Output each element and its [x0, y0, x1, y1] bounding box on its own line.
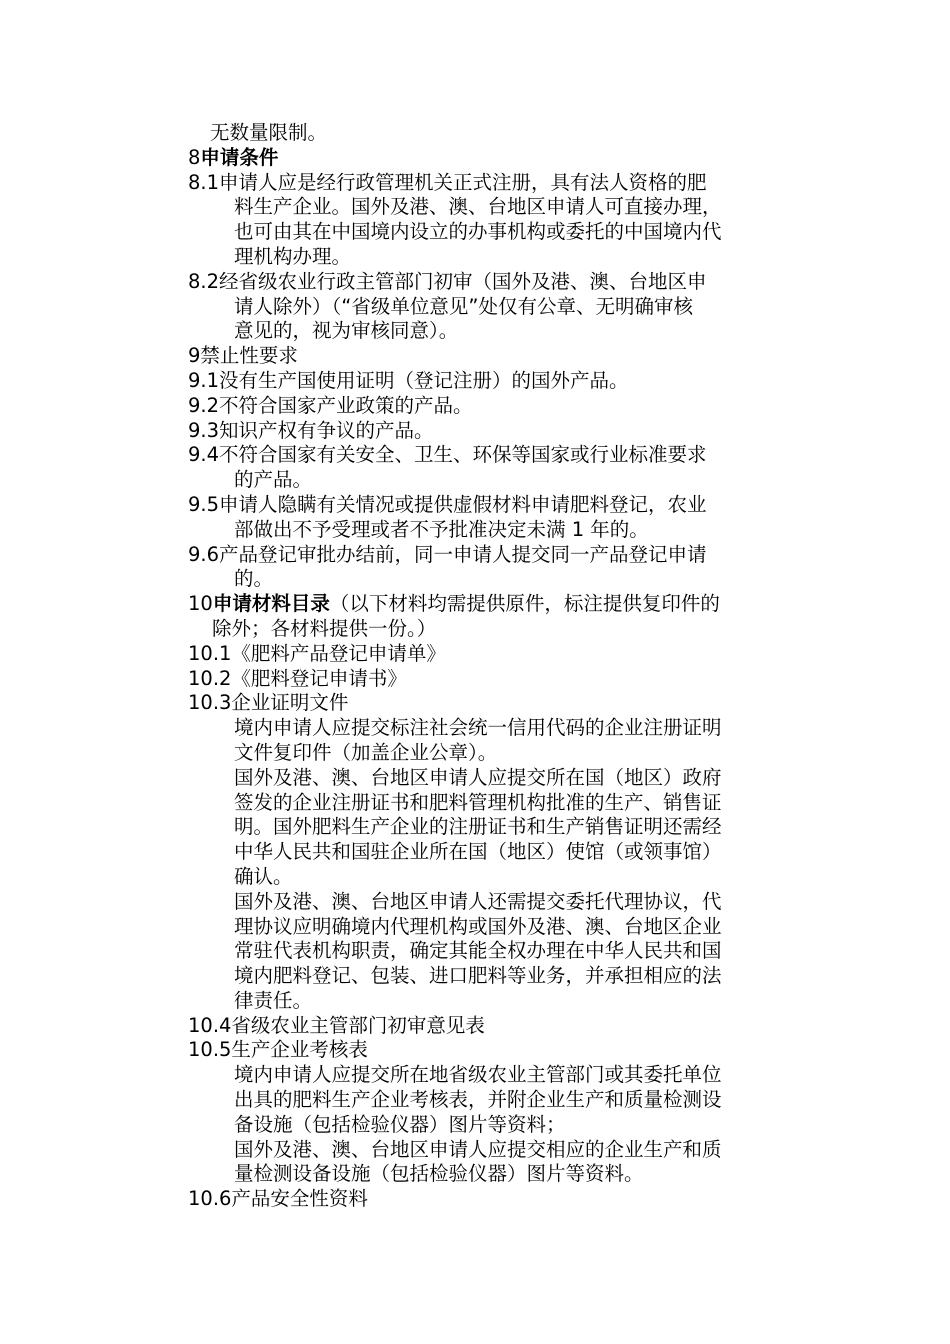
text-line: [188, 1187, 808, 1212]
section-number: 10: [188, 592, 213, 616]
line-text: 不符合国家产业政策的产品。: [219, 393, 473, 417]
line-text: 国外及港、澳、台地区申请人应提交相应的企业生产和质: [234, 1137, 722, 1161]
line-text: 意见的，视为审核同意）。: [234, 319, 459, 343]
text-line: [188, 915, 808, 940]
line-text: 申请人隐瞒有关情况或提供虚假材料申请肥料登记，农业: [219, 492, 707, 516]
line-text: 除外；各材料提供一份。）: [212, 616, 437, 640]
text-line: [188, 468, 808, 493]
text-line: [188, 617, 808, 642]
document-body: [188, 121, 808, 1212]
text-line: [188, 791, 808, 816]
text-line: [188, 691, 808, 716]
text-line: [188, 295, 808, 320]
text-line: [188, 1014, 808, 1039]
line-text: 请人除外）（“省级单位意见”处仅有公章、无明确审核: [234, 294, 693, 318]
section-number: 10.1: [188, 641, 232, 665]
line-text: 生产企业考核表: [231, 1038, 368, 1062]
line-text: 申请人应是经行政管理机关正式注册，具有法人资格的肥: [219, 170, 707, 194]
text-line: [188, 121, 808, 146]
section-heading: 申请条件: [200, 145, 279, 169]
text-line: [188, 518, 808, 543]
line-text: 量检测设备设施（包括检验仪器）图片等资料。: [234, 1162, 644, 1186]
text-line: [188, 567, 808, 592]
line-text: 产品登记审批办结前，同一申请人提交同一产品登记申请: [219, 542, 707, 566]
text-line: [188, 865, 808, 890]
line-text: 理协议应明确境内代理机构或国外及港、澳、台地区企业: [234, 914, 722, 938]
line-text: 文件复印件（加盖企业公章）。: [234, 740, 498, 764]
line-text: 出具的肥料生产企业考核表，并附企业生产和质量检测设: [234, 1088, 722, 1112]
line-text: 禁止性要求: [200, 344, 298, 368]
section-number: 10.4: [188, 1013, 232, 1037]
text-line: [188, 667, 808, 692]
line-text: 部做出不予受理或者不予批准决定未满 1 年的。: [234, 517, 649, 541]
line-text: 中华人民共和国驻企业所在国（地区）使馆（或领事馆）: [234, 840, 722, 864]
text-line: [188, 220, 808, 245]
section-heading: 申请材料目录: [212, 592, 330, 616]
line-text: 料生产企业。国外及港、澳、台地区申请人可直接办理，: [234, 195, 722, 219]
text-line: [188, 989, 808, 1014]
line-text: 《肥料登记申请书》: [231, 666, 407, 690]
line-text: 企业证明文件: [231, 691, 349, 715]
section-number: 8: [188, 145, 201, 169]
line-text: 无数量限制。: [210, 121, 328, 144]
line-text: 知识产权有争议的产品。: [219, 418, 434, 442]
text-line: [188, 543, 808, 568]
line-text: 产品安全性资料: [231, 1187, 368, 1211]
text-line: [188, 815, 808, 840]
text-line: [188, 171, 808, 196]
text-line: [188, 1113, 808, 1138]
text-line: [188, 419, 808, 444]
text-line: [188, 493, 808, 518]
line-text: 《肥料产品登记申请单》: [231, 641, 446, 665]
line-text: 的。: [234, 567, 274, 591]
section-number: 10.6: [188, 1187, 232, 1211]
line-text: 确认。: [234, 864, 293, 888]
text-line: [188, 1088, 808, 1113]
text-line: [188, 1038, 808, 1063]
line-text: 也可由其在中国境内设立的办事机构或委托的中国境内代: [234, 220, 722, 244]
line-text: 明。国外肥料生产企业的注册证书和生产销售证明还需经: [234, 815, 722, 839]
line-text: 境内申请人应提交所在地省级农业主管部门或其委托单位: [234, 1063, 722, 1087]
line-text: 省级农业主管部门初审意见表: [231, 1013, 485, 1037]
section-number: 10.5: [188, 1038, 232, 1062]
section-number: 9.1: [188, 368, 220, 392]
line-text: 理机构办理。: [234, 244, 352, 268]
section-number: 10.3: [188, 691, 232, 715]
text-line: [188, 592, 808, 617]
line-text: 经省级农业行政主管部门初审（国外及港、澳、台地区申: [219, 269, 707, 293]
text-line: [188, 766, 808, 791]
section-number: 8.1: [188, 170, 220, 194]
section-number: 9.4: [188, 443, 220, 467]
text-line: [188, 642, 808, 667]
section-number: 10.2: [188, 666, 232, 690]
text-line: [188, 443, 808, 468]
line-text: 签发的企业注册证书和肥料管理机构批准的生产、销售证: [234, 790, 722, 814]
line-text: 律责任。: [234, 988, 313, 1012]
text-line: [188, 245, 808, 270]
line-text: 国外及港、澳、台地区申请人还需提交委托代理协议，代: [234, 889, 722, 913]
text-line: [188, 319, 808, 344]
line-text: 境内肥料登记、包装、进口肥料等业务，并承担相应的法: [234, 964, 722, 988]
text-line: [188, 890, 808, 915]
line-text: 不符合国家有关安全、卫生、环保等国家或行业标准要求: [219, 443, 707, 467]
text-line: [188, 146, 808, 171]
text-line: [188, 939, 808, 964]
text-line: [188, 270, 808, 295]
section-number: 9: [188, 344, 201, 368]
line-text-rest: （以下材料均需提供原件，标注提供复印件的: [329, 592, 720, 616]
section-number: 9.2: [188, 393, 220, 417]
text-line: [188, 394, 808, 419]
line-text: 常驻代表机构职责，确定其能全权办理在中华人民共和国: [234, 939, 722, 963]
text-line: [188, 964, 808, 989]
text-line: [188, 1063, 808, 1088]
line-text: 备设施（包括检验仪器）图片等资料；: [234, 1112, 566, 1136]
text-line: [188, 1138, 808, 1163]
line-text: 没有生产国使用证明（登记注册）的国外产品。: [219, 368, 629, 392]
text-line: [188, 344, 808, 369]
line-text: 境内申请人应提交标注社会统一信用代码的企业注册证明: [234, 716, 722, 740]
text-line: [188, 1162, 808, 1187]
line-text: 国外及港、澳、台地区申请人应提交所在国（地区）政府: [234, 765, 722, 789]
text-line: [188, 741, 808, 766]
text-line: [188, 195, 808, 220]
text-line: [188, 369, 808, 394]
line-text: 的产品。: [234, 468, 313, 492]
text-line: [188, 716, 808, 741]
section-number: 9.3: [188, 418, 220, 442]
section-number: 9.5: [188, 492, 220, 516]
section-number: 8.2: [188, 269, 220, 293]
section-number: 9.6: [188, 542, 220, 566]
text-line: [188, 840, 808, 865]
